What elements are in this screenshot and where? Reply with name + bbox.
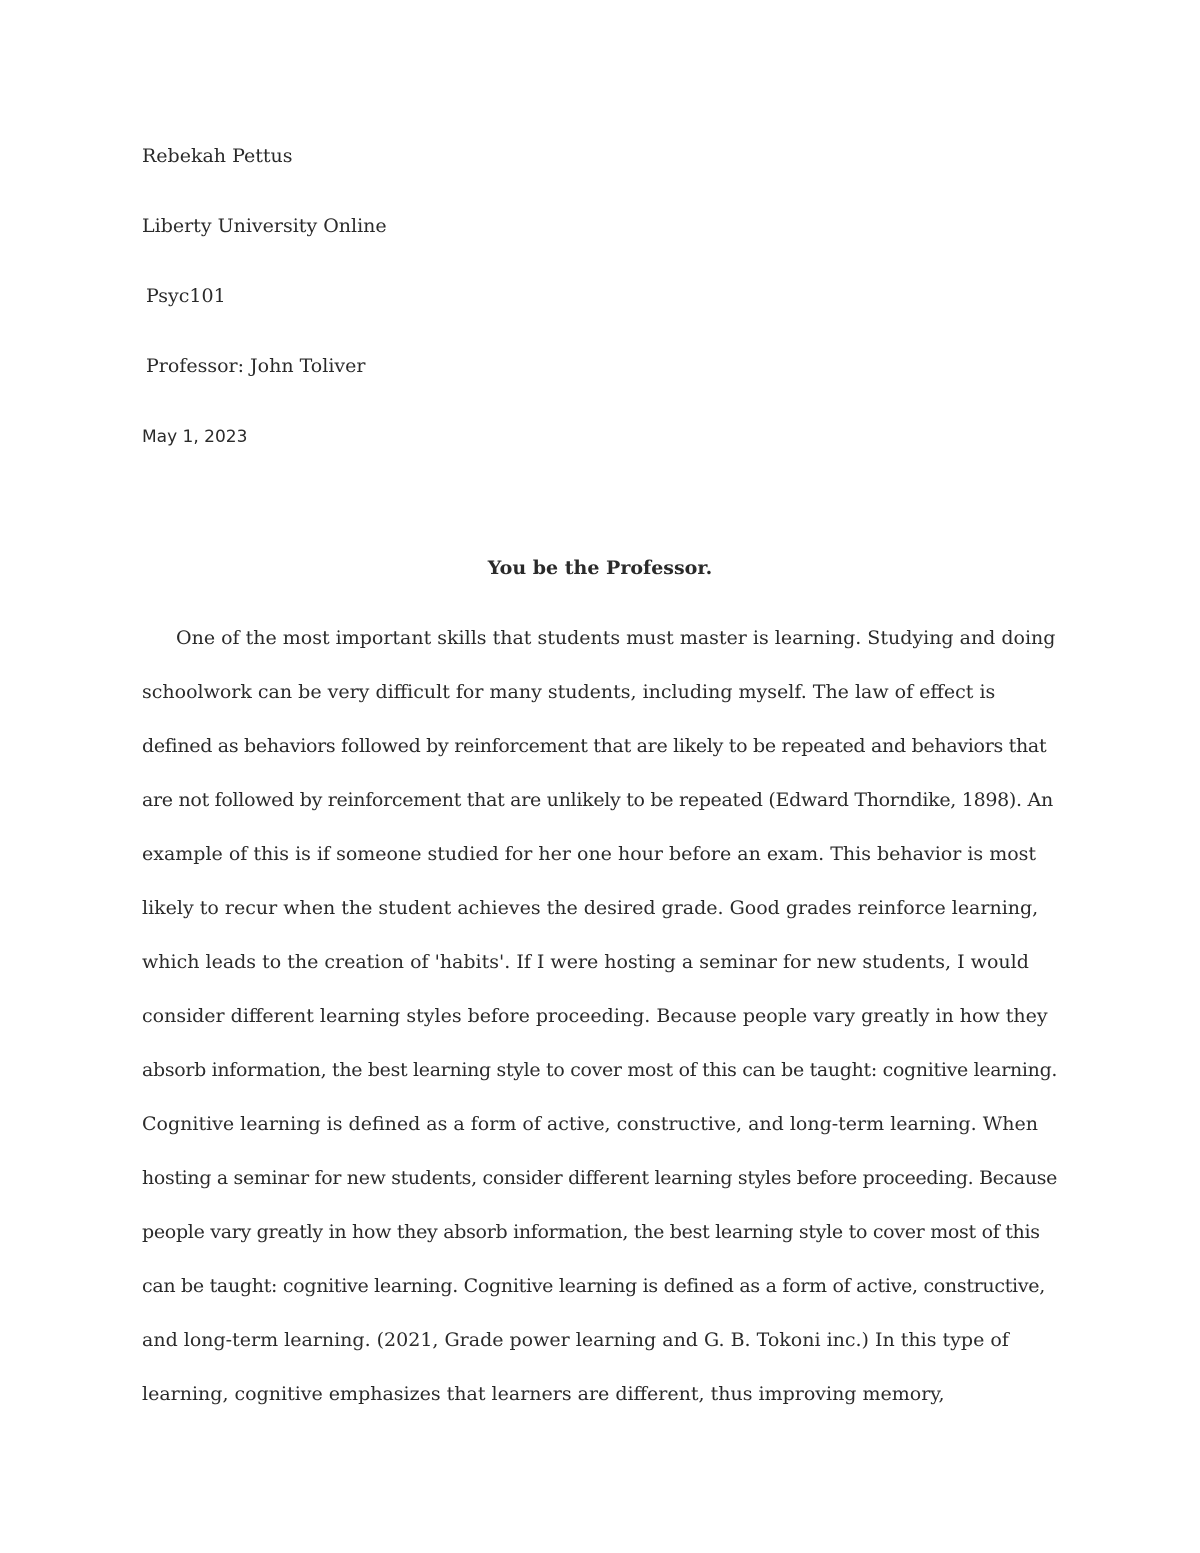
body-line: schoolwork can be very difficult for many students, including myself. The law of effect is xyxy=(142,681,996,703)
body-line: One of the most important skills that students must master is learning. Studying and doing xyxy=(176,627,1056,649)
document-title: You be the Professor. xyxy=(487,557,713,579)
body-line: which leads to the creation of 'habits'. If I were hosting a seminar for new students, I would xyxy=(142,951,1029,973)
body-line: people vary greatly in how they absorb information, the best learning style to cover most of this xyxy=(142,1221,1040,1243)
body-line: are not followed by reinforcement that are unlikely to be repeated (Edward Thorndike, 1898). An xyxy=(142,789,1053,811)
body-line: hosting a seminar for new students, consider different learning styles before proceeding. Because xyxy=(142,1167,1058,1189)
professor-name: Professor: John Toliver xyxy=(146,355,366,377)
body-line: defined as behaviors followed by reinforcement that are likely to be repeated and behaviors that xyxy=(142,735,1047,757)
body-line: Cognitive learning is defined as a form of active, constructive, and long-term learning. When xyxy=(142,1113,1038,1135)
body-line: likely to recur when the student achieves the desired grade. Good grades reinforce learning, xyxy=(142,897,1039,919)
course-code: Psyc101 xyxy=(146,285,226,307)
body-line: absorb information, the best learning style to cover most of this can be taught: cognitive learning. xyxy=(142,1059,1058,1081)
body-line: learning, cognitive emphasizes that learners are different, thus improving memory, xyxy=(142,1383,945,1405)
author-name: Rebekah Pettus xyxy=(142,145,293,167)
body-line: example of this is if someone studied for her one hour before an exam. This behavior is most xyxy=(142,843,1037,865)
body-line: consider different learning styles before proceeding. Because people vary greatly in how they xyxy=(142,1005,1048,1027)
body-line: can be taught: cognitive learning. Cognitive learning is defined as a form of active, constructive, xyxy=(142,1275,1045,1297)
document-date: May 1, 2023 xyxy=(142,427,248,447)
body-line: and long-term learning. (2021, Grade power learning and G. B. Tokoni inc.) In this type of xyxy=(142,1329,1009,1351)
institution-name: Liberty University Online xyxy=(142,215,387,237)
